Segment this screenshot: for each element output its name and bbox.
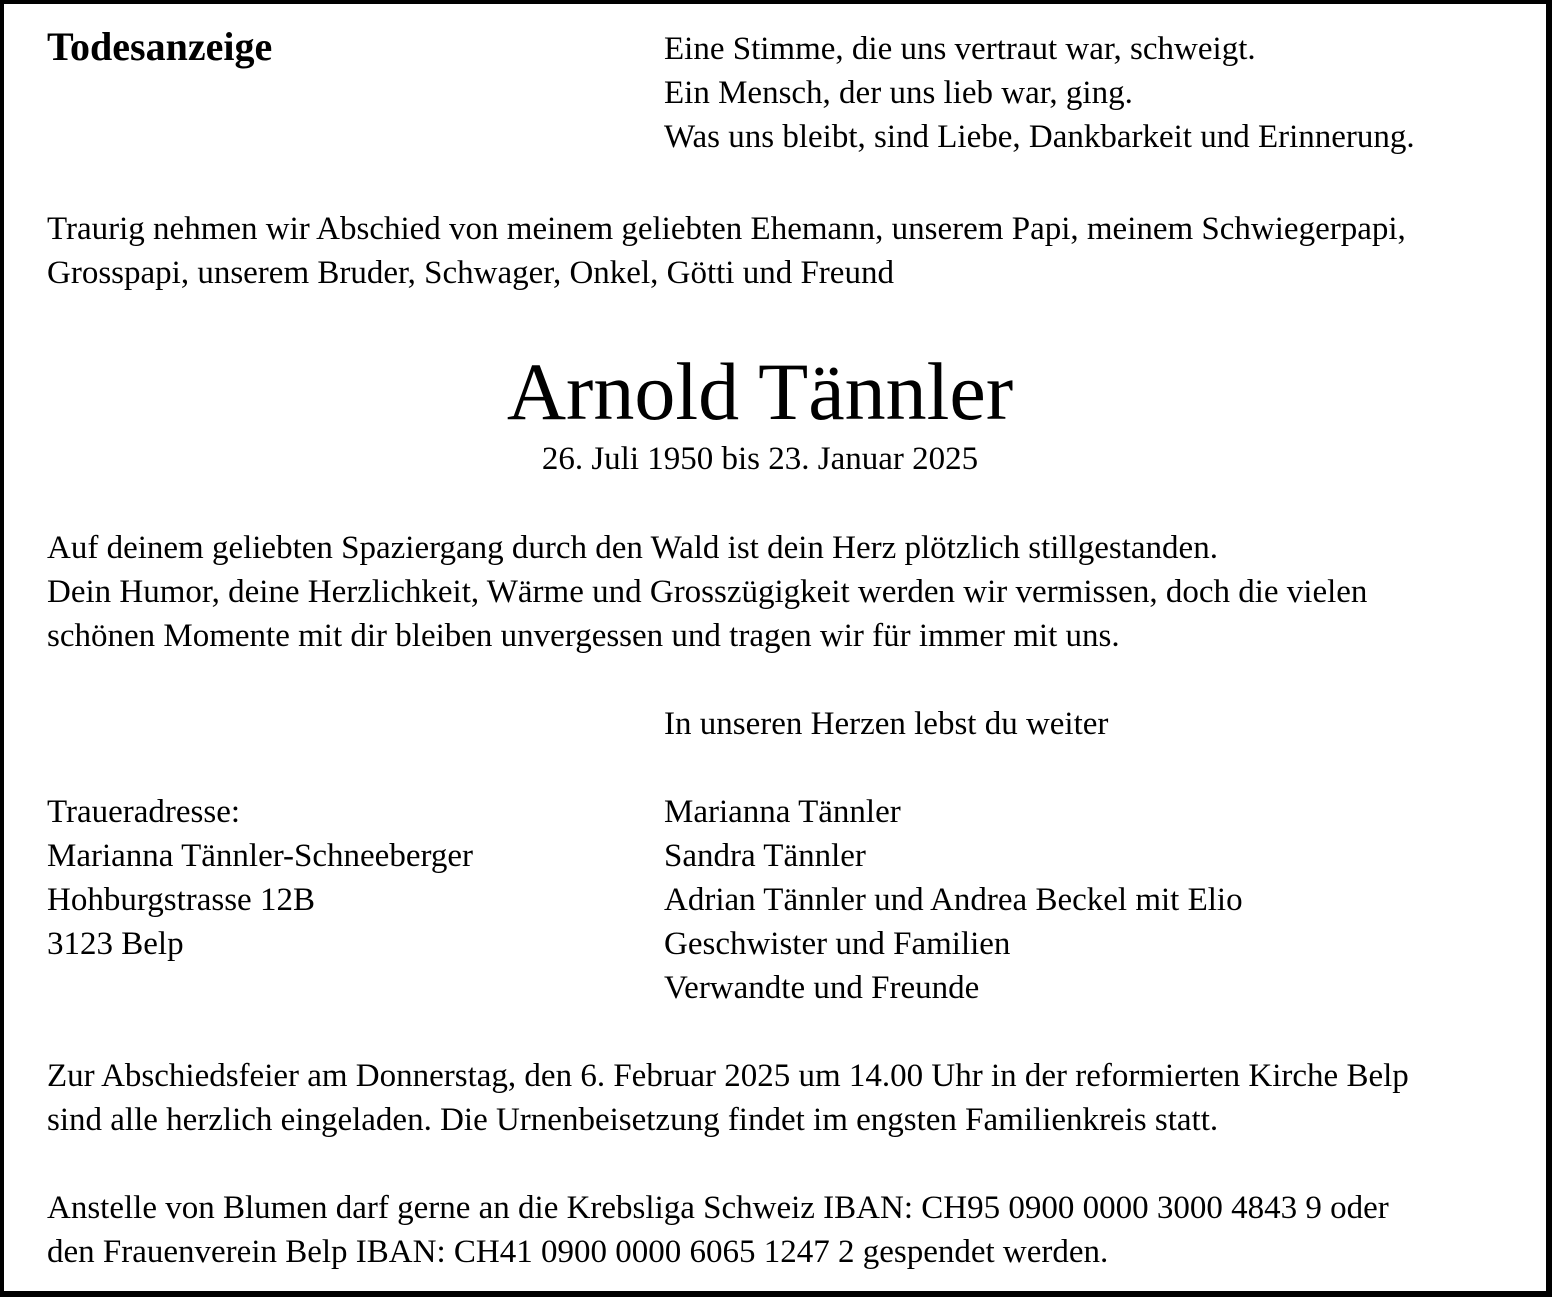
donation-line: Anstelle von Blumen darf gerne an die Krebsliga Schweiz IBAN: CH95 0900 0000 3000 4843 9 oder: [47, 1190, 1389, 1226]
address-line: Marianna Tännler-Schneeberger: [47, 838, 474, 874]
message-line: Dein Humor, deine Herzlichkeit, Wärme und Grosszügigkeit werden wir vermissen, doch die vielen: [47, 574, 1368, 610]
message-line: schönen Momente mit dir bleiben unvergessen und tragen wir für immer mit uns.: [47, 618, 1120, 654]
mourner-entry: Marianna Tännler: [664, 794, 901, 830]
service-info: [47, 1054, 1409, 1142]
intro-line: Grosspapi, unserem Bruder, Schwager, Onkel, Götti und Freund: [47, 255, 894, 291]
mourner-entry: Sandra Tännler: [664, 838, 866, 874]
message-line: Auf deinem geliebten Spaziergang durch den Wald ist dein Herz plötzlich stillgestanden.: [47, 530, 1218, 566]
verse-line: Was uns bleibt, sind Liebe, Dankbarkeit und Erinnerung.: [664, 119, 1415, 155]
verse-block: [664, 27, 1415, 159]
address-label: Traueradresse:: [47, 794, 241, 830]
address-line: Hohburgstrasse 12B: [47, 882, 315, 918]
verse-line: Ein Mensch, der uns lieb war, ging.: [664, 75, 1133, 111]
notice-heading: Todesanzeige: [47, 24, 273, 69]
service-line: sind alle herzlich eingeladen. Die Urnenbeisetzung findet im engsten Familienkreis statt.: [47, 1102, 1219, 1138]
verse-line: Eine Stimme, die uns vertraut war, schweigt.: [664, 31, 1256, 67]
intro-line: Traurig nehmen wir Abschied von meinem geliebten Ehemann, unserem Papi, meinem Schwiegerpapi,: [47, 211, 1406, 247]
donation-line: den Frauenverein Belp IBAN: CH41 0900 0000 6065 1247 2 gespendet werden.: [47, 1234, 1109, 1270]
mourning-address: [47, 790, 473, 966]
intro-text: [47, 207, 1406, 295]
address-line: 3123 Belp: [47, 926, 184, 962]
mourners-list: [664, 790, 1243, 1010]
deceased-name: Arnold Tännler: [506, 346, 1014, 437]
motto-text: In unseren Herzen lebst du weiter: [664, 706, 1109, 742]
mourner-entry: Verwandte und Freunde: [664, 970, 980, 1006]
service-line: Zur Abschiedsfeier am Donnerstag, den 6. Februar 2025 um 14.00 Uhr in der reformierten Kirche Belp: [47, 1058, 1409, 1094]
message-text: [47, 526, 1367, 658]
mourner-entry: Geschwister und Familien: [664, 926, 1011, 962]
donation-info: [47, 1186, 1389, 1274]
mourner-entry: Adrian Tännler und Andrea Beckel mit Elio: [664, 882, 1243, 918]
life-dates: 26. Juli 1950 bis 23. Januar 2025: [541, 441, 979, 477]
